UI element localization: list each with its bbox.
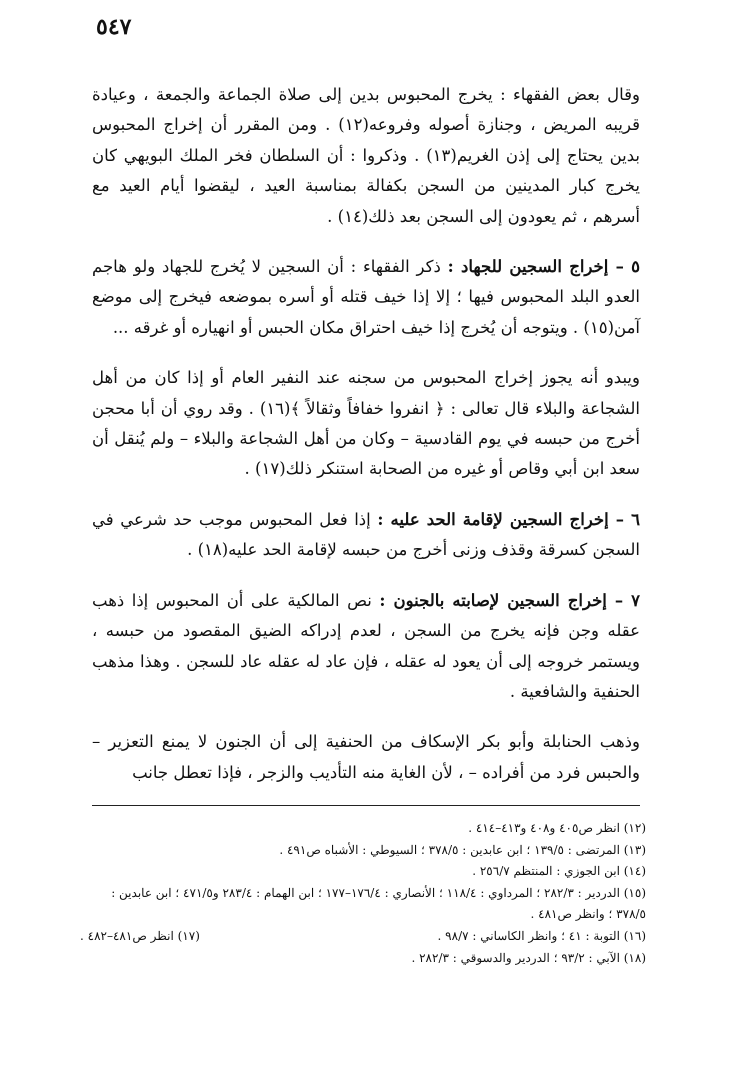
footnote-15: (١٥) الدردير : ٢٨٢/٣ ؛ المرداوي : ١١٨/٤ ؛ الأنصاري : ١٧٦/٤–١٧٧ ؛ ابن الهمام : ٢٨٣/٤ و٤٧١/٥ ؛ ابن عابدين : ٣٧٨/٥ ؛ وانظر ص٤٨١ . (111, 885, 646, 922)
paragraph-text: وذهب الحنابلة وأبو بكر الإسكاف من الحنفية إلى أن الجنون لا يمنع التعزير – والحبس فرد من أفراده – ، لأن الغاية منه التأديب والزجر ، فإذا تعطل جانب (92, 732, 640, 782)
paragraph-4 (92, 505, 640, 566)
section-heading: ٦ – إخراج السجين لإقامة الحد عليه : (377, 509, 640, 529)
paragraph-1 (92, 80, 640, 232)
paragraph-2 (92, 252, 640, 343)
paragraph-6 (92, 727, 640, 788)
footnote-14: (١٤) ابن الجوزي : المنتظم ٢٥٦/٧ . (472, 864, 646, 879)
paragraph-text: نص المالكية على أن المحبوس إذا ذهب عقله وجن فإنه يخرج من السجن ، لعدم إدراكه الضيق المقصود من حبسه ، ويستمر خروجه إلى أن يعود له عقله ، فإن عاد له عقله عاد للسجن . وهذا مذهب الحنفية والشافعية . (92, 590, 640, 701)
footnotes (80, 818, 646, 969)
paragraph-3 (92, 363, 640, 485)
footnote-18: (١٨) الآبي : ٩٣/٢ ؛ الدردير والدسوقي : ٢٨٢/٣ . (411, 950, 646, 965)
main-text (92, 80, 640, 788)
section-heading: ٥ – إخراج السجين للجهاد : (447, 257, 641, 277)
paragraph-5 (92, 586, 640, 708)
paragraph-text: ذكر الفقهاء : أن السجين لا يُخرج للجهاد ولو هاجم العدو البلد المحبوس فيها ؛ إلا إذا خيف قتله أو أسره بموضعه فيخرج إلى موضع آمن(١٥) . ويتوجه أن يُخرج إذا خيف احتراق مكان الحبس أو انهياره أو غرقه ... (92, 257, 640, 337)
footnote-divider (92, 805, 640, 806)
footnote-16: (١٦) التوبة : ٤١ ؛ وانظر الكاساني : ٩٨/٧ . (437, 928, 646, 943)
section-heading: ٧ – إخراج السجين لإصابته بالجنون : (379, 590, 640, 610)
footnote-13: (١٣) المرتضى : ١٣٩/٥ ؛ ابن عابدين : ٣٧٨/٥ ؛ السيوطي : الأشباه ص٤٩١ . (279, 842, 646, 857)
paragraph-text: وقال بعض الفقهاء : يخرج المحبوس بدين إلى صلاة الجماعة والجمعة ، وعيادة قريبه المريض ، وجنازة أصوله وفروعه(١٢) . ومن المقرر أن إخراج المحبوس بدين يحتاج إلى إذن الغريم(١٣) . وذكروا : أن السلطان فخر الملك البويهي كان يخرج كبار المدينين من السجن بكفالة بمناسبة العيد ، ليقضوا أيام العيد مع أسرهم ، ثم يعودون إلى السجن بعد ذلك(١٤) . (92, 85, 640, 226)
footnote-12: (١٢) انظر ص٤٠٥ و٤٠٨ و٤١٣–٤١٤ . (468, 821, 646, 835)
paragraph-text: ويبدو أنه يجوز إخراج المحبوس من سجنه عند النفير العام أو إذا كان من أهل الشجاعة والبلاء قال تعالى : ﴿ انفروا خفافاً وثقالاً ﴾(١٦) . وقد روي أن أبا محجن أخرج من حبسه في يوم القادسية – وكان من أهل الشجاعة والبلاء – ولم يُنقل أن سعد ابن أبي وقاص أو غيره من الصحابة استنكر ذلك(١٧) . (92, 368, 640, 479)
footnote-row (80, 926, 646, 948)
page-number: ٥٤٧ (96, 14, 132, 40)
footnote-17: (١٧) انظر ص٤٨١–٤٨٢ . (80, 928, 200, 943)
paragraph-text: إذا فعل المحبوس موجب حد شرعي في السجن كسرقة وقذف وزنى أخرج من حبسه لإقامة الحد عليه(١٨) . (92, 509, 640, 560)
